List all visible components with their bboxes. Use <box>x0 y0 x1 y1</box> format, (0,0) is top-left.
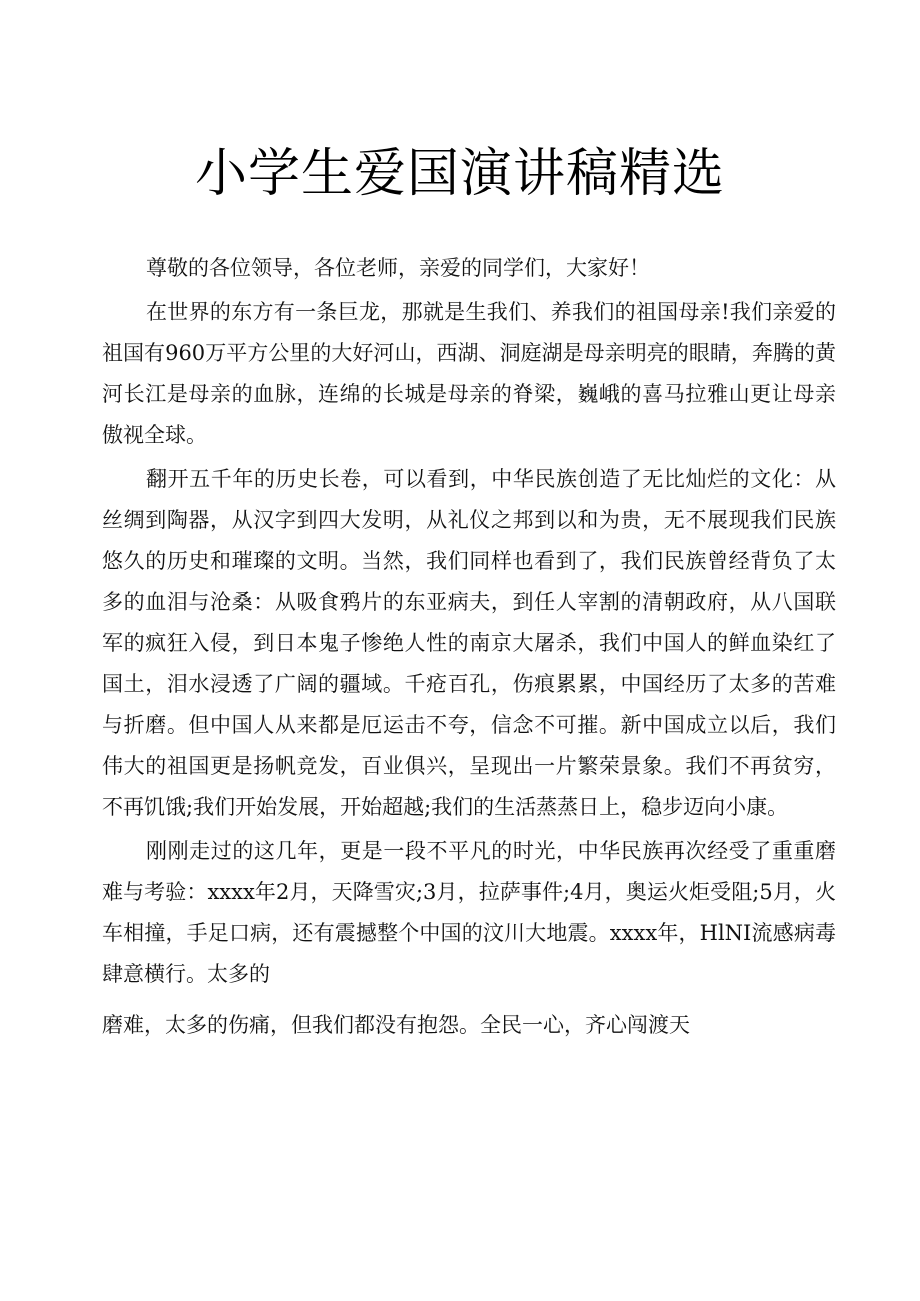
paragraph-history: 翻开五千年的历史长卷，可以看到，中华民族创造了无比灿烂的文化：从丝绸到陶器，从汉字到四大发明，从礼仪之邦到以和为贵，无不展现我们民族悠久的历史和璀璨的文明。当然，我们同样也看到了，我们民族曾经背负了太多的血泪与沧桑：从吸食鸦片的东亚病夫，到任人宰割的清朝政府，从八国联军的疯狂入侵，到日本鬼子惨绝人性的南京大屠杀，我们中国人的鲜血染红了国土，泪水浸透了广阔的疆域。千疮百孔，伤痕累累，中国经历了太多的苦难与折磨。但中国人从来都是厄运击不夸，信念不可摧。新中国成立以后，我们伟大的祖国更是扬帆竞发，百业俱兴，呈现出一片繁荣景象。我们不再贫穷，不再饥饿;我们开始发展，开始超越;我们的生活蒸蒸日上，稳步迈向小康。 <box>102 467 836 819</box>
document-title: 小学生爱国演讲稿精选 <box>194 144 725 204</box>
paragraph-motherland: 在世界的东方有一条巨龙，那就是生我们、养我们的祖国母亲!我们亲爱的祖国有960万平方公里的大好河山，西湖、洞庭湖是母亲明亮的眼睛，奔腾的黄河长江是母亲的血脉，连绵的长城是母亲的脊梁，巍峨的喜马拉雅山更让母亲傲视全球。 <box>102 300 836 447</box>
document-body <box>102 248 836 1049</box>
paragraph-recent-years: 刚刚走过的这几年，更是一段不平凡的时光，中华民族再次经受了重重磨难与考验：xxxx年2月，天降雪灾;3月，拉萨事件;4月，奥运火炬受阻;5月，火车相撞，手足口病，还有震撼整个中国的汶川大地震。xxxx年，HlNI流感病毒肆意横行。太多的 <box>102 839 836 986</box>
paragraph-continuation: 磨难，太多的伤痛，但我们都没有抱怨。全民一心，齐心闯渡天 <box>102 1013 690 1037</box>
paragraph-greeting: 尊敬的各位领导，各位老师，亲爱的同学们，大家好！ <box>146 256 650 280</box>
